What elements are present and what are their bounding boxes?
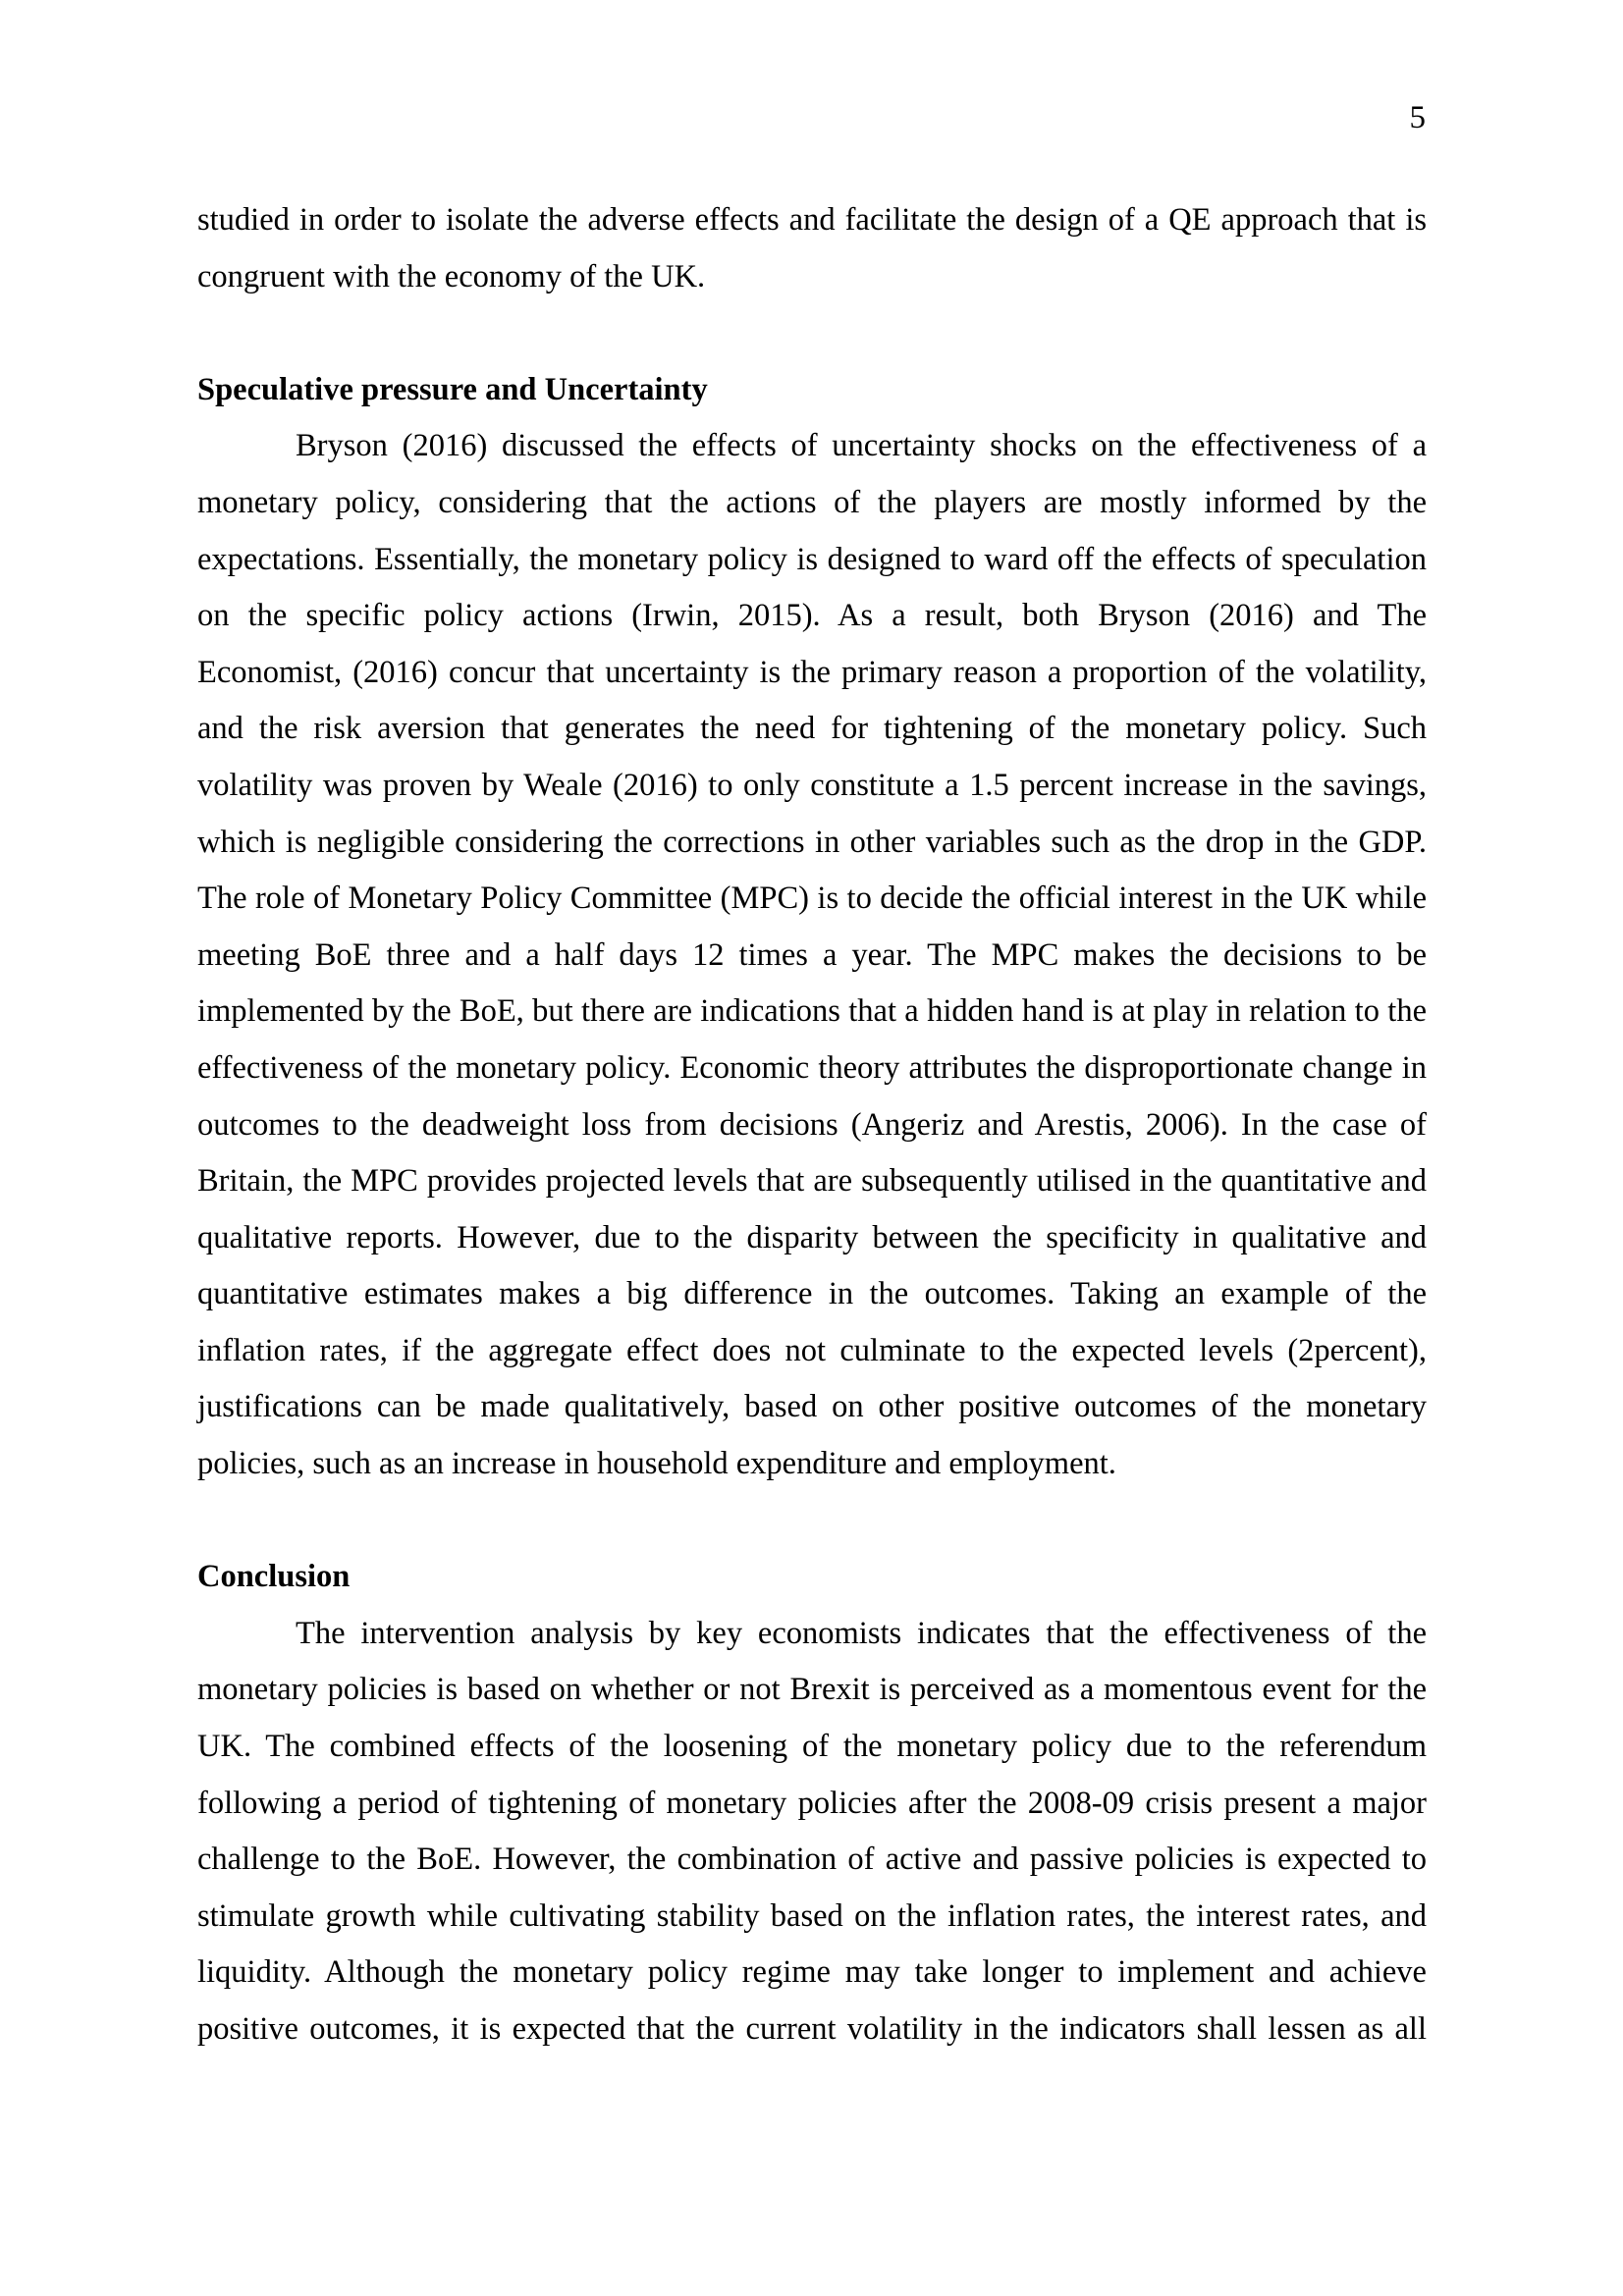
page-body: [197, 192, 1427, 2058]
section-conclusion: [197, 1549, 1427, 2057]
page-number: 5: [1409, 100, 1426, 135]
section-paragraph: The intervention analysis by key economists indicates that the effectiveness of the monetary policies is based on whether or not Brexit is perceived as a momentous event for the UK. The combined effects of the loosening of the monetary policy due to the referendum following a period of tightening of monetary policies after the 2008-09 crisis present a major challenge to the BoE. However, the combination of active and passive policies is expected to stimulate growth while cultivating stability based on the inflation rates, the interest rates, and liquidity. Although the monetary policy regime may take longer to implement and achieve positive outcomes, it is expected that the current volatility in the indicators shall lessen as all: [197, 1615, 1427, 2047]
section-paragraph: Bryson (2016) discussed the effects of uncertainty shocks on the effectiveness of a monetary policy, considering that the actions of the players are mostly informed by the expectations. Essentially, the monetary policy is designed to ward off the effects of speculation on the specific policy actions (Irwin, 2015). As a result, both Bryson (2016) and The Economist, (2016) concur that uncertainty is the primary reason a proportion of the volatility, and the risk aversion that generates the need for tightening of the monetary policy. Such volatility was proven by Weale (2016) to only constitute a 1.5 percent increase in the savings, which is negligible considering the corrections in other variables such as the drop in the GDP. The role of Monetary Policy Committee (MPC) is to decide the official interest in the UK while meeting BoE three and a half days 12 times a year. The MPC makes the decisions to be implemented by the BoE, but there are indications that a hidden hand is at play in relation to the effectiveness of the monetary policy. Economic theory attributes the disproportionate change in outcomes to the deadweight loss from decisions (Angeriz and Arestis, 2006). In the case of Britain, the MPC provides projected levels that are subsequently utilised in the quantitative and qualitative reports. However, due to the disparity between the specificity in qualitative and quantitative estimates makes a big difference in the outcomes. Taking an example of the inflation rates, if the aggregate effect does not culminate to the expected levels (2percent), justifications can be made qualitatively, based on other positive outcomes of the monetary policies, such as an increase in household expenditure and employment.: [197, 428, 1427, 1482]
section-heading: Conclusion: [197, 1559, 351, 1595]
section-speculative-pressure: [197, 362, 1427, 1493]
continuation-paragraph: studied in order to isolate the adverse effects and facilitate the design of a QE approach that is congruent with the economy of the UK.: [197, 202, 1427, 294]
section-heading: Speculative pressure and Uncertainty: [197, 371, 708, 407]
